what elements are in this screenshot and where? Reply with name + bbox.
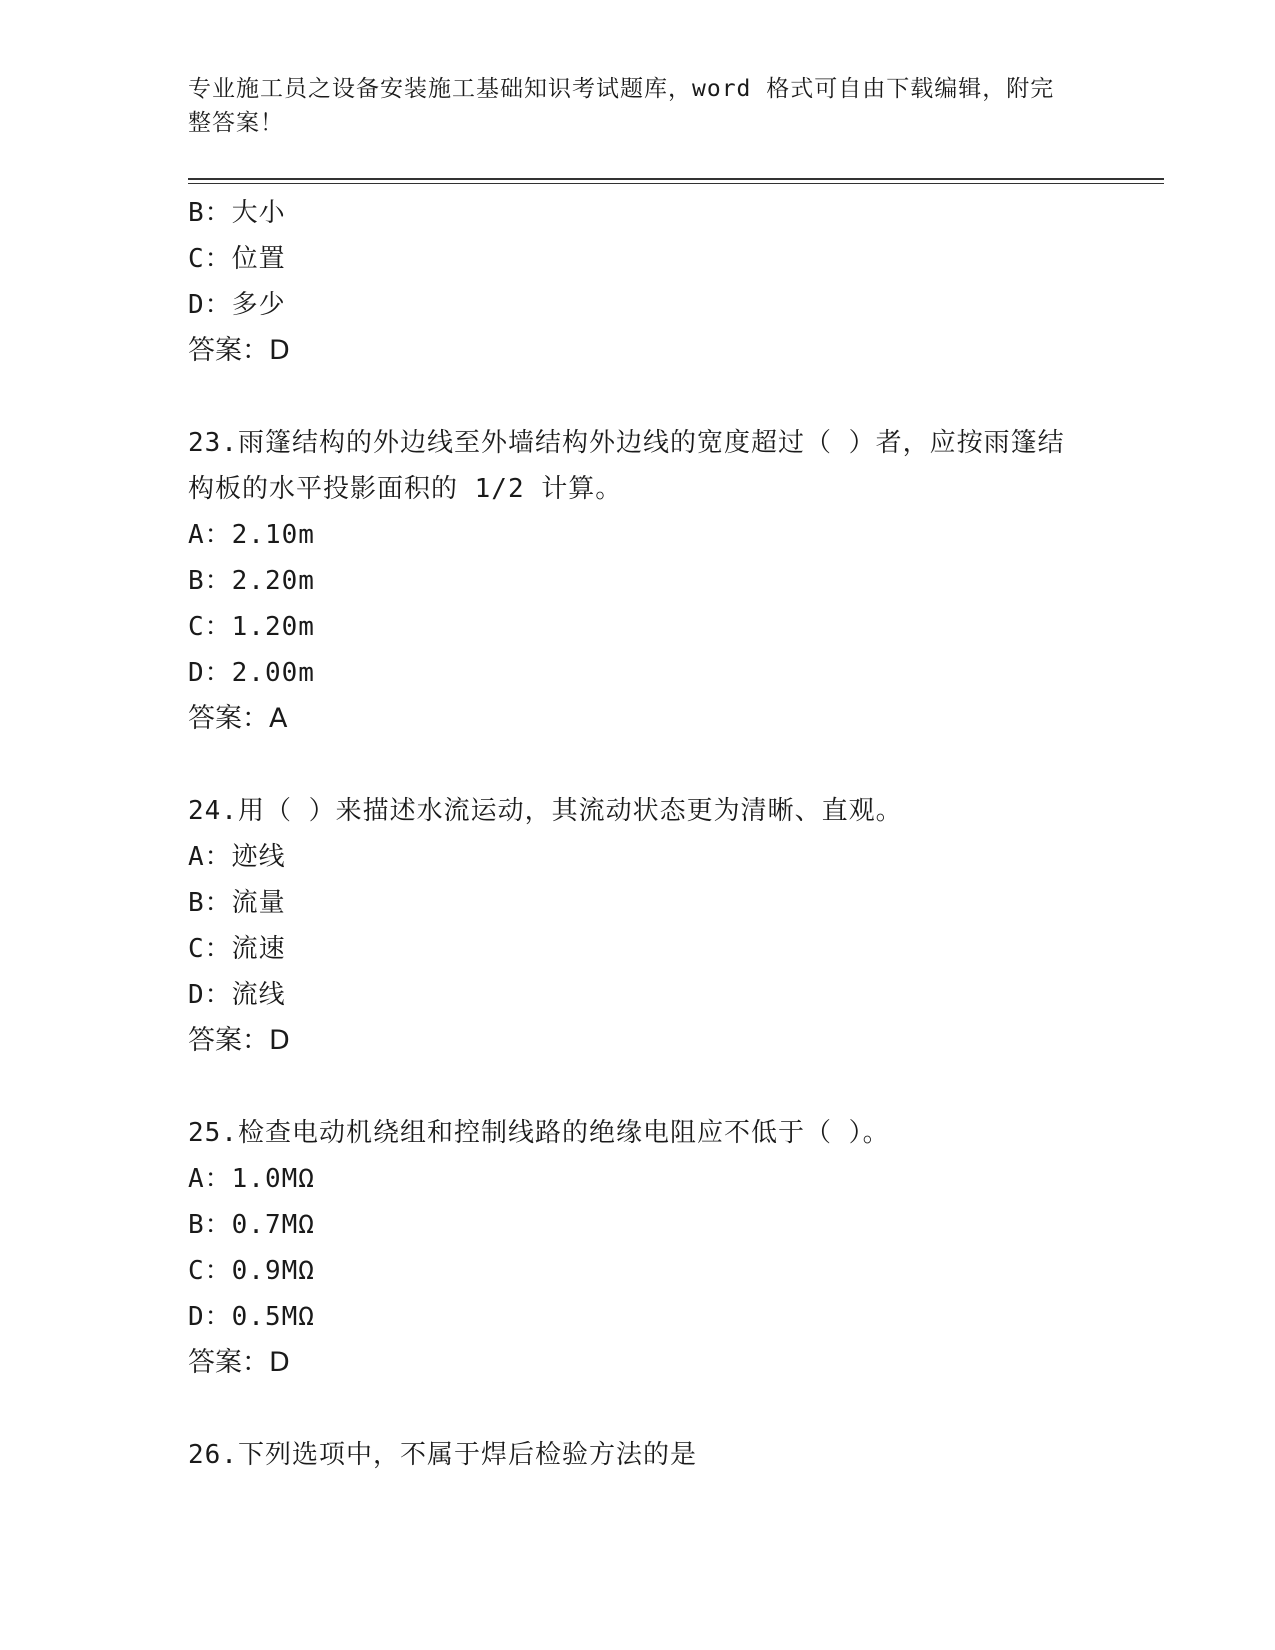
option-label: C： (188, 1256, 232, 1286)
option-label: C： (188, 934, 232, 964)
option-label: A： (188, 520, 232, 550)
question-22-continuation (188, 190, 1088, 374)
option-c (188, 236, 1088, 282)
option-text: 0.5MΩ (231, 1302, 315, 1332)
option-b (188, 558, 1088, 604)
question-25 (188, 1110, 1088, 1386)
answer-line: 答案：D (188, 1347, 290, 1378)
header-rule (188, 178, 1164, 184)
option-label: B： (188, 1210, 232, 1240)
option-text: 0.7MΩ (231, 1210, 315, 1240)
answer-line: 答案：D (188, 335, 290, 366)
option-d (188, 972, 1088, 1018)
option-text: 0.9MΩ (231, 1256, 315, 1286)
question-stem: 24.用（ ）来描述水流运动，其流动状态更为清晰、直观。 (188, 796, 903, 826)
option-text: 1.20m (231, 612, 315, 642)
option-label: B： (188, 888, 232, 918)
option-label: D： (188, 290, 232, 320)
option-text: 多少 (231, 290, 286, 320)
option-a (188, 834, 1088, 880)
option-b (188, 1202, 1088, 1248)
option-label: C： (188, 612, 232, 642)
option-label: B： (188, 566, 232, 596)
option-text: 1.0MΩ (231, 1164, 315, 1194)
option-d (188, 650, 1088, 696)
option-text: 流量 (231, 888, 286, 918)
answer-line: 答案：A (188, 703, 288, 734)
option-text: 大小 (231, 198, 286, 228)
option-label: A： (188, 1164, 232, 1194)
option-text: 流速 (231, 934, 286, 964)
document-header: 专业施工员之设备安装施工基础知识考试题库，word 格式可自由下载编辑，附完整答案！ (188, 76, 1055, 136)
option-b (188, 190, 1088, 236)
question-list (188, 190, 1088, 1478)
question-23 (188, 420, 1088, 742)
question-26 (188, 1432, 1088, 1478)
question-stem: 23.雨篷结构的外边线至外墙结构外边线的宽度超过（ ）者，应按雨篷结构板的水平投影面积的 1/2 计算。 (188, 428, 1065, 504)
option-text: 迹线 (231, 842, 286, 872)
option-label: D： (188, 980, 232, 1010)
option-b (188, 880, 1088, 926)
option-c (188, 926, 1088, 972)
answer-line: 答案：D (188, 1025, 290, 1056)
question-stem: 26.下列选项中，不属于焊后检验方法的是 (188, 1440, 697, 1470)
option-text: 位置 (231, 244, 286, 274)
question-stem: 25.检查电动机绕组和控制线路的绝缘电阻应不低于（ ）。 (188, 1118, 890, 1148)
option-text: 2.00m (231, 658, 315, 688)
option-a (188, 512, 1088, 558)
option-label: B： (188, 198, 232, 228)
option-c (188, 604, 1088, 650)
option-a (188, 1156, 1088, 1202)
option-text: 2.20m (231, 566, 315, 596)
option-d (188, 282, 1088, 328)
option-label: A： (188, 842, 232, 872)
question-24 (188, 788, 1088, 1064)
option-d (188, 1294, 1088, 1340)
option-c (188, 1248, 1088, 1294)
option-label: D： (188, 658, 232, 688)
option-text: 流线 (231, 980, 286, 1010)
option-label: C： (188, 244, 232, 274)
option-label: D： (188, 1302, 232, 1332)
option-text: 2.10m (231, 520, 315, 550)
